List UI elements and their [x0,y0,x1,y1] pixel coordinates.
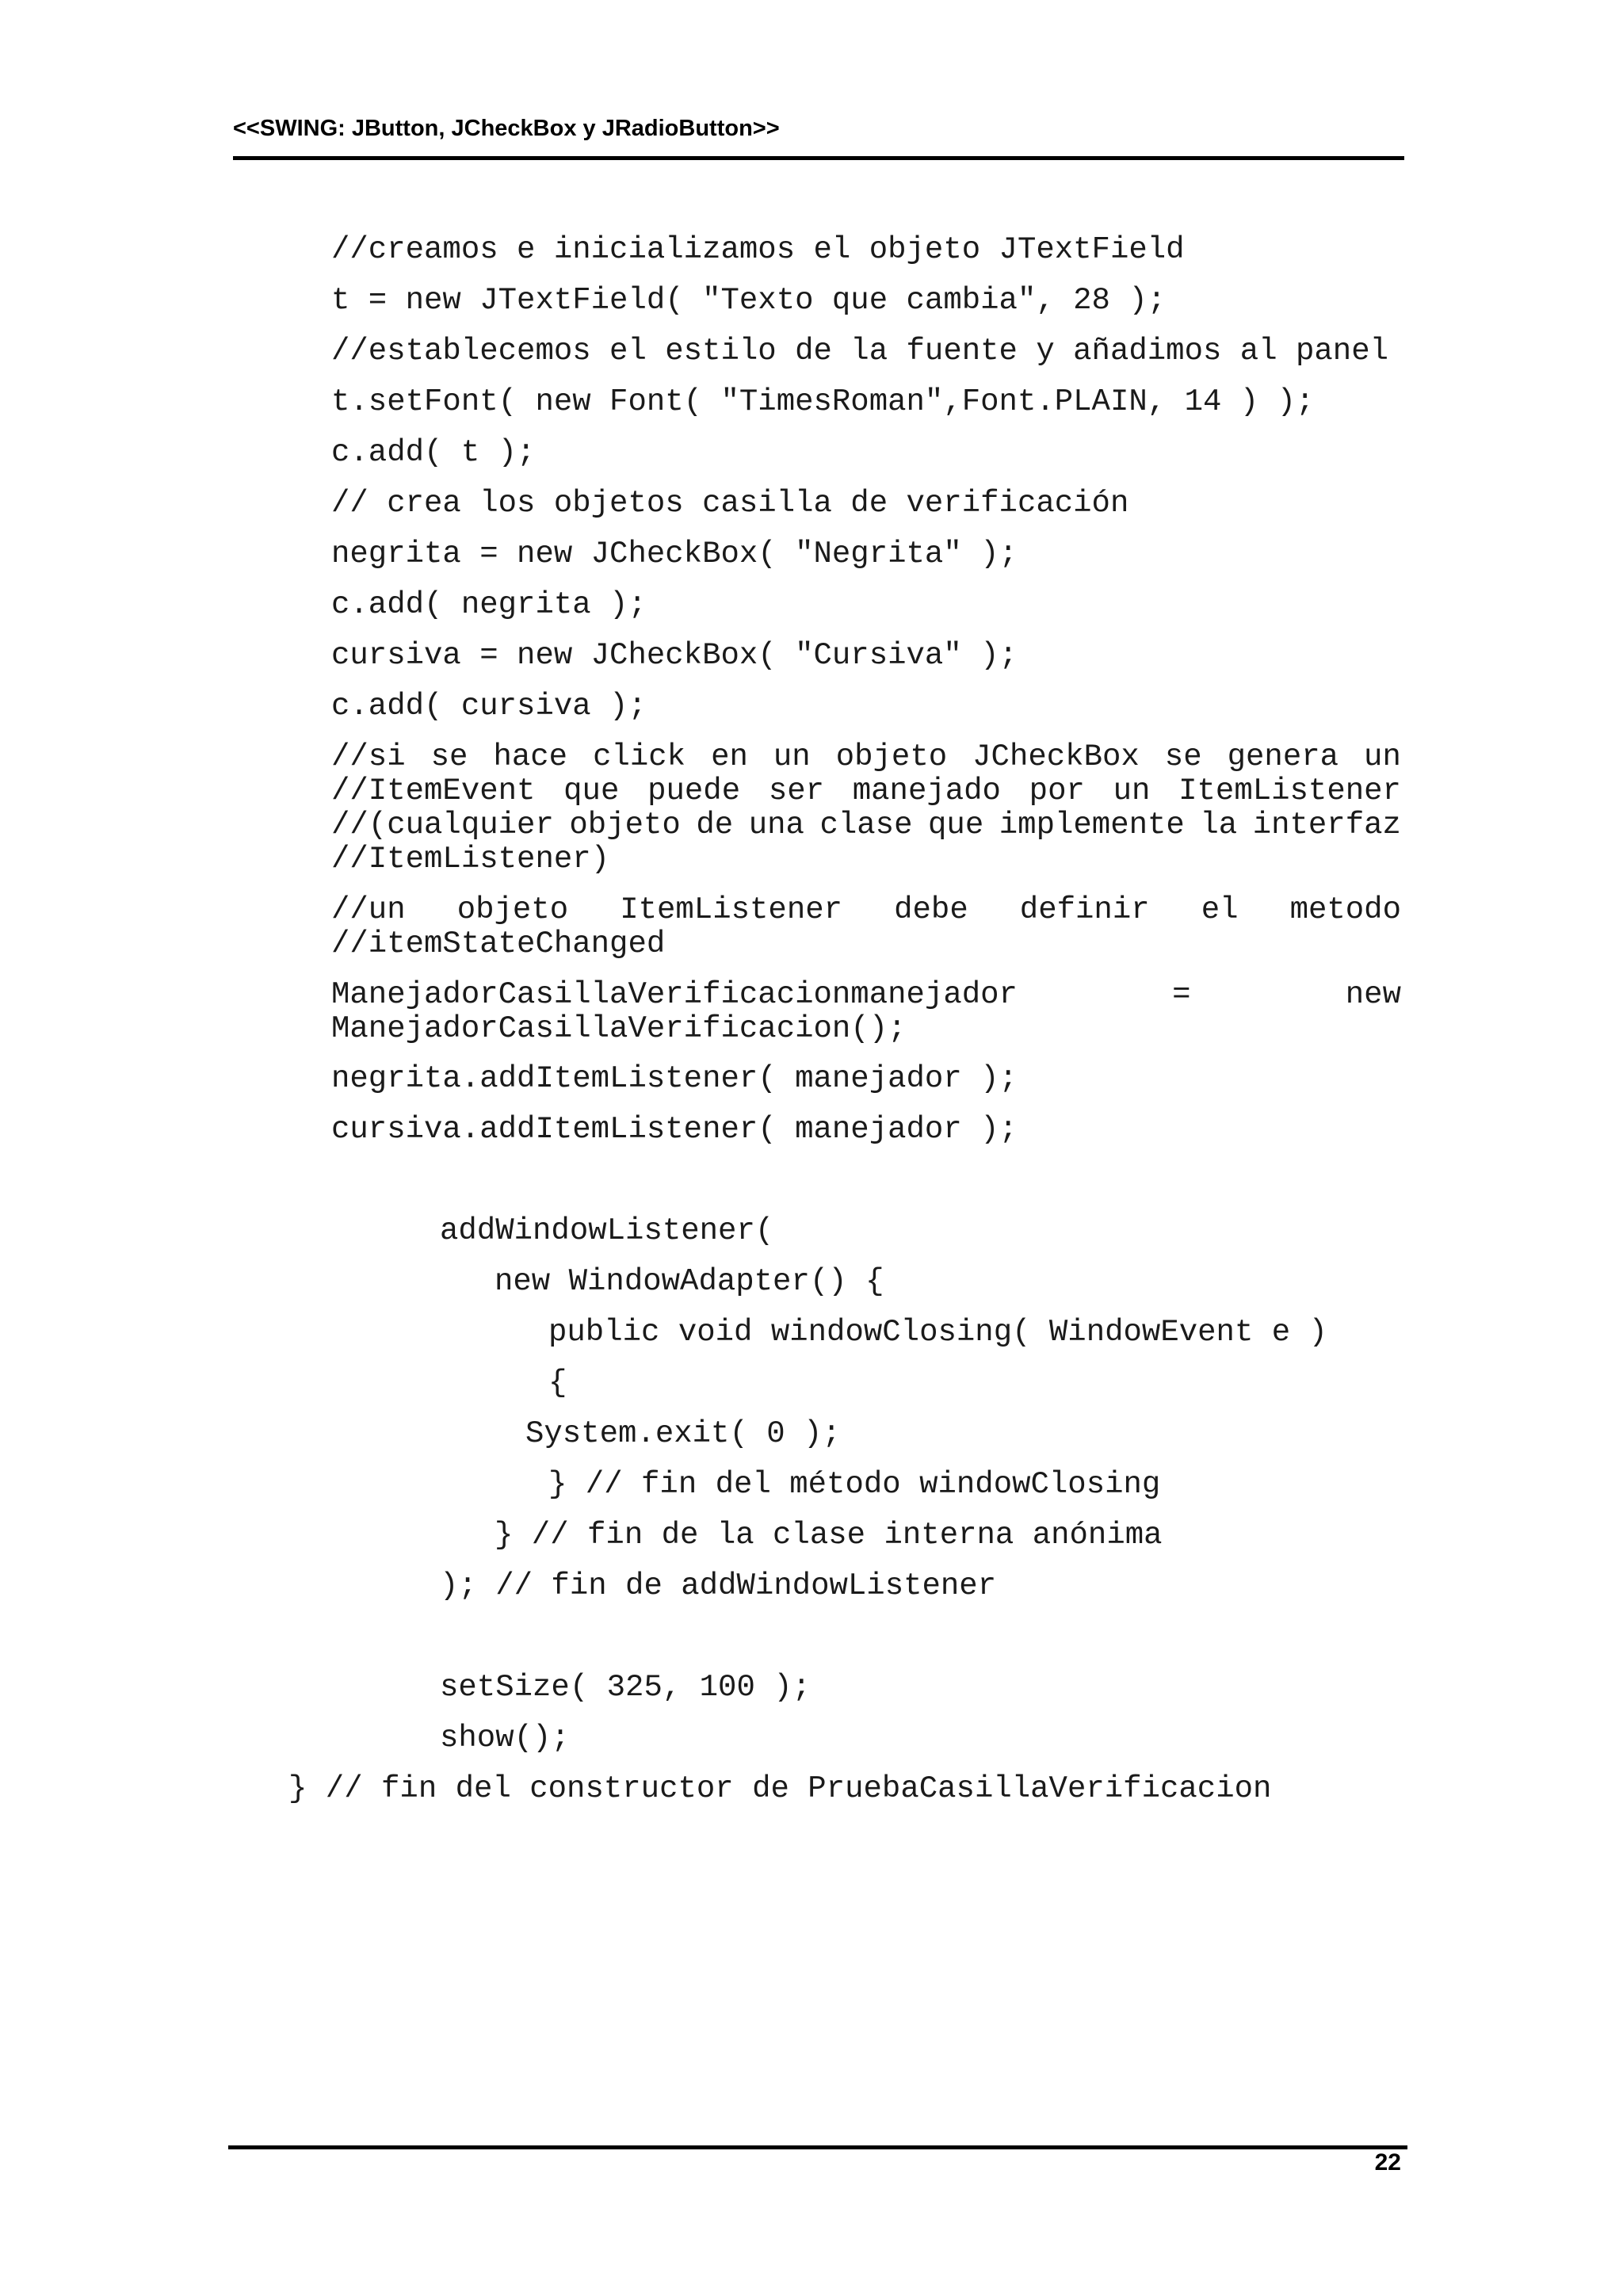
code-word: hace [493,739,568,774]
code-line: ); // fin de addWindowListener [440,1568,997,1603]
code-line: show(); [440,1721,570,1755]
comment-line [331,774,1401,808]
header-divider [233,156,1404,160]
code-word: definir [1019,892,1150,927]
code-word: genera [1227,739,1339,774]
code-line: t.setFont( new Font( "TimesRoman",Font.PLAIN, 14 ) ); [331,384,1315,419]
code-word: ItemListener [620,892,843,927]
code-line: } // fin del constructor de PruebaCasillaVerificacion [288,1771,1272,1806]
footer-divider [228,2145,1407,2149]
code-word: el [1201,892,1239,927]
code-word: click [593,739,686,774]
code-line: negrita = new JCheckBox( "Negrita" ); [331,537,1018,571]
code-word: la [1200,808,1238,842]
code-line: // crea los objetos casilla de verificación [331,486,1129,521]
code-line: } // fin de la clase interna anónima [495,1518,1163,1553]
code-word: por [1029,774,1085,808]
code-word: puede [647,774,741,808]
code-word: objeto [835,739,948,774]
code-line: public void windowClosing( WindowEvent e ) [548,1315,1327,1350]
comment-block-itemlistener [331,893,1401,961]
code-word: que [928,808,984,842]
code-word: se [1164,739,1202,774]
code-word: ItemListener [1178,774,1401,808]
code-word: = [1172,977,1191,1012]
code-word: new [1345,977,1401,1012]
code-word: un [1113,774,1151,808]
code-word: manejado [852,774,1001,808]
code-line: } // fin del método windowClosing [548,1467,1161,1502]
code-line: cursiva.addItemListener( manejador ); [331,1112,1018,1147]
code-word: una [748,808,804,842]
code-word: de [696,808,734,842]
code-line [331,1012,1401,1046]
code-line: c.add( cursiva ); [331,689,647,724]
code-word: objeto [569,808,681,842]
comment-line [331,740,1401,774]
code-word: //un [331,892,406,927]
comment-block-itemevent [331,740,1401,877]
code-word: clase [819,808,913,842]
code-word: //itemStateChanged [331,926,666,961]
code-line: t = new JTextField( "Texto que cambia", 28 ); [331,283,1167,318]
code-word: un [773,739,811,774]
code-word: implemente [999,808,1185,842]
code-word: ser [768,774,825,808]
code-word: debe [894,892,968,927]
code-line: setSize( 325, 100 ); [440,1670,812,1705]
page-number: 22 [1374,2149,1401,2176]
code-line [331,978,1401,1012]
code-line: negrita.addItemListener( manejador ); [331,1061,1018,1096]
code-word: interfaz [1252,808,1401,842]
code-line: { [548,1366,567,1400]
code-line: c.add( negrita ); [331,587,647,622]
code-word: un [1364,739,1401,774]
code-line: cursiva = new JCheckBox( "Cursiva" ); [331,638,1018,673]
code-word: JCheckBox [972,739,1140,774]
code-line: new WindowAdapter() { [495,1264,884,1299]
code-word: se [430,739,468,774]
comment-line [331,808,1401,842]
code-word: ManejadorCasillaVerificacionmanejador [331,977,1018,1012]
comment-line [331,927,1401,961]
code-word: objeto [456,892,569,927]
code-line: addWindowListener( [440,1213,774,1248]
comment-line [331,893,1401,927]
code-line: c.add( t ); [331,435,536,470]
code-word: //si [331,739,406,774]
code-line: System.exit( 0 ); [525,1416,841,1451]
handler-declaration [331,978,1401,1046]
code-word: //ItemEvent [331,774,536,808]
code-word: en [711,739,748,774]
code-word: //ItemListener) [331,842,610,877]
code-word: metodo [1289,892,1401,927]
code-line: //creamos e inicializamos el objeto JTextField [331,232,1185,267]
code-word: que [563,774,620,808]
comment-line [331,842,1401,877]
code-line: //establecemos el estilo de la fuente y añadimos al panel [331,334,1389,369]
code-word: //(cualquier [331,808,554,842]
code-word: ManejadorCasillaVerificacion(); [331,1011,907,1046]
page-header-title: <<SWING: JButton, JCheckBox y JRadioButton>> [233,116,780,141]
